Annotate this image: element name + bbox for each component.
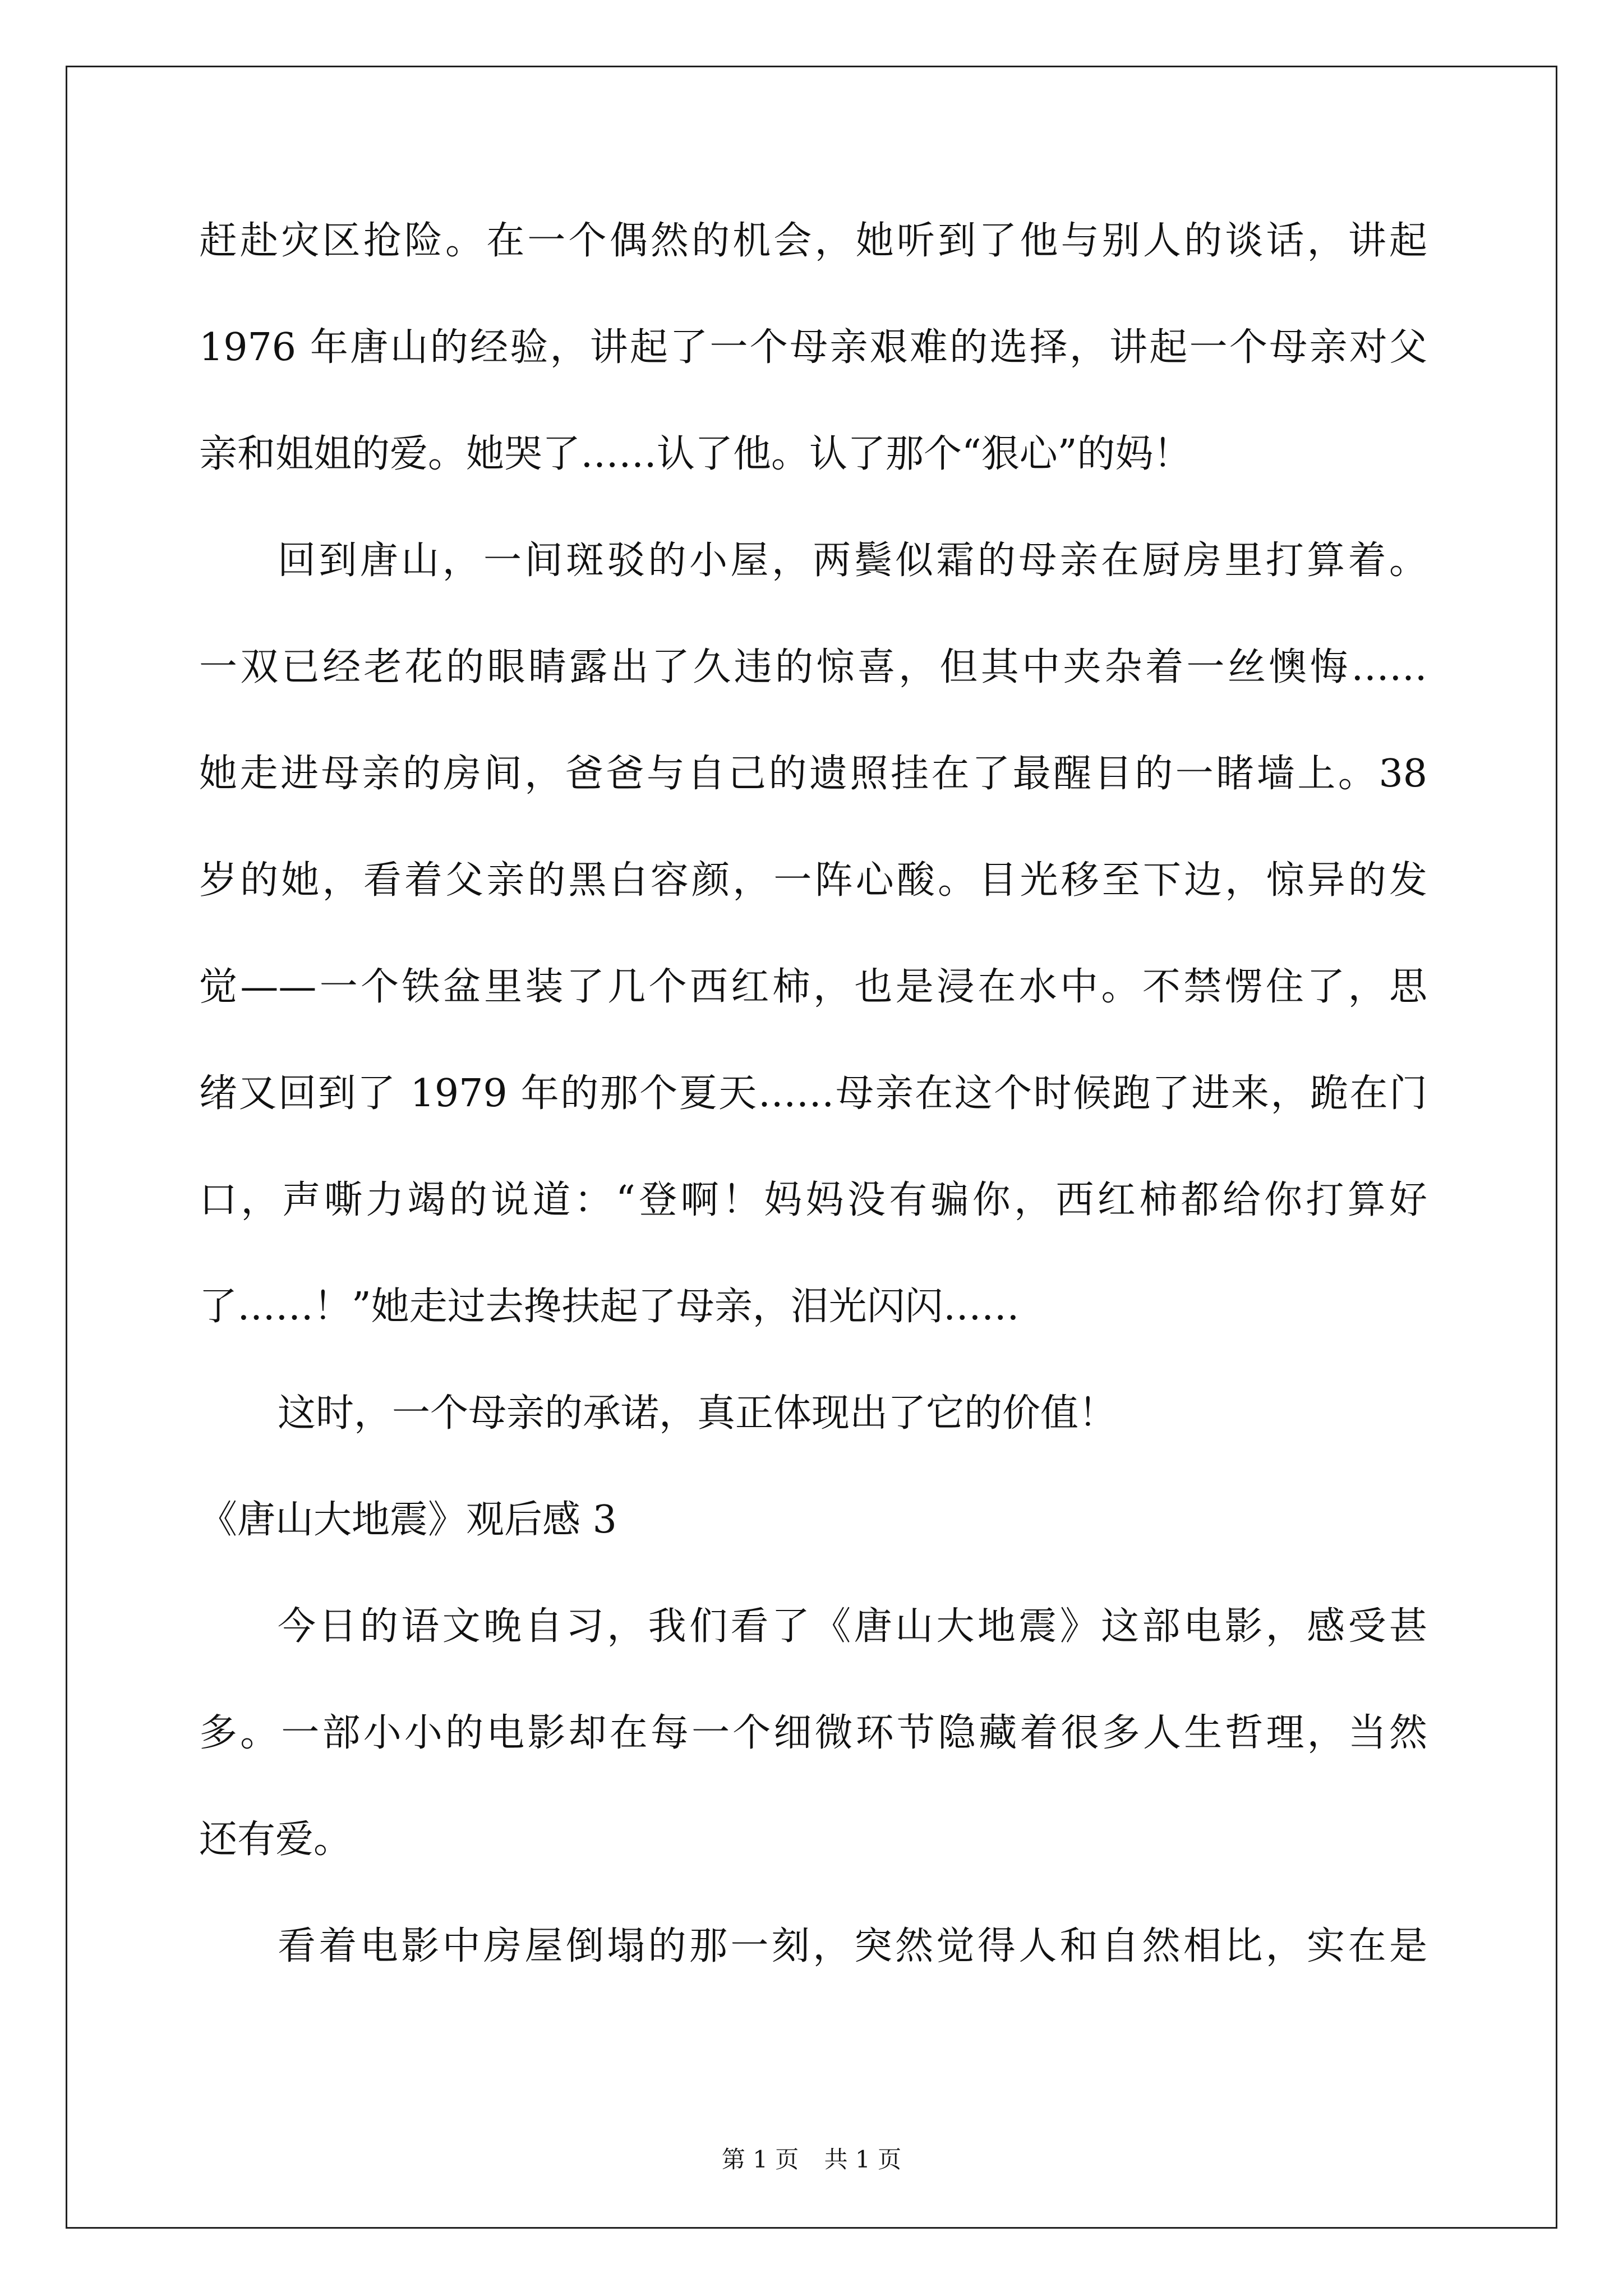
paragraph-line: 亲和姐姐的爱。她哭了……认了他。认了那个“狠心”的妈！	[199, 432, 1192, 476]
paragraph-line: 她走进母亲的房间，爸爸与自己的遗照挂在了最醒目的一睹墙上。38	[199, 752, 1427, 796]
paragraph-line: 这时，一个母亲的承诺，真正体现出了它的价值！	[278, 1391, 1117, 1435]
paragraph-line: 绪又回到了 1979 年的那个夏天……母亲在这个时候跑了进来，跪在门	[199, 1071, 1427, 1116]
paragraph-line: 1976 年唐山的经验，讲起了一个母亲艰难的选择，讲起一个母亲对父	[199, 325, 1427, 370]
paragraph-line: 一双已经老花的眼睛露出了久违的惊喜，但其中夹杂着一丝懊悔……	[199, 645, 1427, 689]
paragraph-line: 多。一部小小的电影却在每一个细微环节隐藏着很多人生哲理，当然	[199, 1711, 1427, 1755]
document-body	[199, 213, 1427, 2025]
paragraph-line: 了……！”她走过去搀扶起了母亲，泪光闪闪……	[199, 1285, 1020, 1329]
paragraph-line: 口，声嘶力竭的说道：“登啊！妈妈没有骗你，西红柿都给你打算好	[199, 1178, 1427, 1222]
section-heading: 《唐山大地震》观后感 3	[199, 1498, 617, 1542]
page-total: 共 1 页	[824, 2146, 902, 2173]
paragraph-line: 回到唐山，一间斑驳的小屋，两鬓似霜的母亲在厨房里打算着。	[278, 539, 1427, 583]
page-footer	[0, 2144, 1623, 2175]
paragraph-line: 看着电影中房屋倒塌的那一刻，突然觉得人和自然相比，实在是	[278, 1924, 1427, 1968]
page-number: 第 1 页	[721, 2146, 799, 2173]
paragraph-line: 今日的语文晚自习，我们看了《唐山大地震》这部电影，感受甚	[278, 1604, 1427, 1649]
paragraph-line: 赶赴灾区抢险。在一个偶然的机会，她听到了他与别人的谈话，讲起	[199, 219, 1427, 263]
paragraph-line: 岁的她，看着父亲的黑白容颜，一阵心酸。目光移至下边，惊异的发	[199, 858, 1427, 903]
paragraph-line: 觉——一个铁盆里装了几个西红柿，也是浸在水中。不禁愣住了，思	[199, 965, 1427, 1009]
paragraph-line: 还有爱。	[199, 1818, 352, 1862]
